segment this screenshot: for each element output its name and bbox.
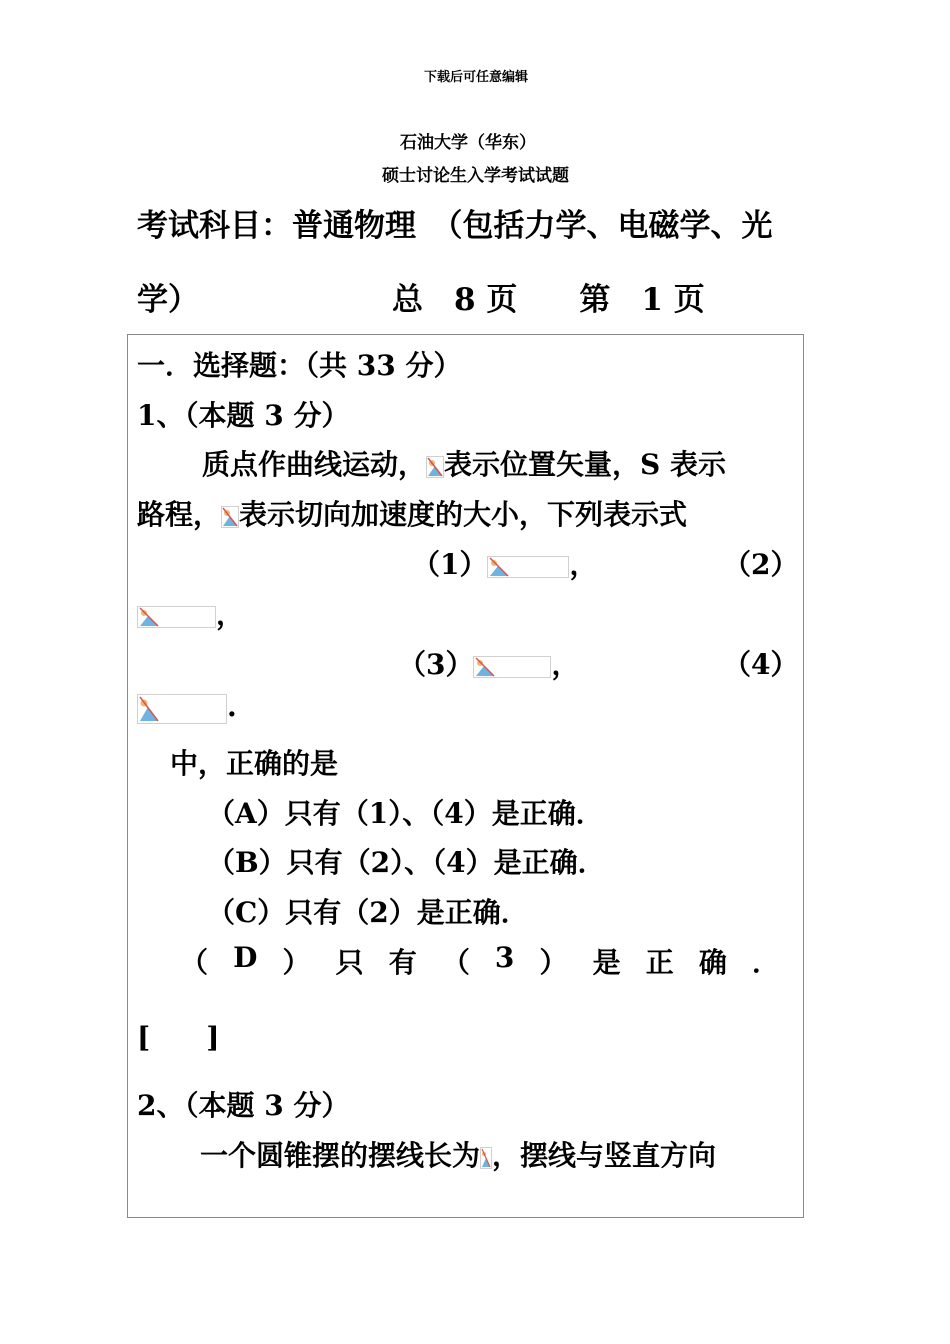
option-d-char: 正 bbox=[645, 946, 674, 979]
q1-stem-end: 中，正确的是 bbox=[170, 747, 339, 780]
header-note: 下载后可任意编辑 bbox=[424, 70, 529, 85]
option-d-char: 确 bbox=[698, 946, 727, 979]
answer-bracket: [ ] bbox=[137, 1021, 220, 1054]
broken-image-icon bbox=[137, 606, 216, 628]
broken-image-icon bbox=[221, 506, 239, 528]
q1-label: 1、（本题 3 分） bbox=[137, 399, 350, 432]
subject-line-1: 考试科目：普通物理 （包括力学、电磁学、光 bbox=[137, 208, 773, 244]
option-d-char: ． bbox=[751, 946, 780, 979]
option-b: （B）只有（2）、（4）是正确． bbox=[207, 846, 606, 879]
subject-line-2: 学） bbox=[137, 282, 199, 318]
q1-text-b: 表示位置矢量，S 表示 bbox=[444, 448, 726, 481]
comma: ， bbox=[551, 648, 580, 681]
formula-1 bbox=[412, 543, 598, 583]
option-d-char: （ bbox=[441, 946, 470, 979]
q2-label: 2、（本题 3 分） bbox=[137, 1089, 350, 1122]
option-c: （C）只有（2）是正确． bbox=[207, 896, 529, 929]
option-a: （A）只有（1）、（4）是正确． bbox=[207, 797, 604, 830]
comma: ， bbox=[216, 598, 245, 631]
formula-3 bbox=[398, 643, 580, 683]
q1-stem-line-1 bbox=[202, 443, 726, 483]
q1-stem-line-2 bbox=[137, 493, 687, 533]
formula-2-label: （2） bbox=[723, 548, 799, 581]
q1-text-c: 路程， bbox=[137, 498, 222, 531]
broken-image-icon bbox=[480, 1147, 492, 1169]
broken-image-icon bbox=[473, 656, 551, 678]
option-d bbox=[180, 941, 780, 981]
comma: ， bbox=[569, 548, 598, 581]
option-d-char: 3 bbox=[494, 941, 515, 974]
broken-image-icon bbox=[426, 456, 444, 478]
period: . bbox=[227, 690, 237, 723]
broken-image-icon bbox=[137, 694, 227, 724]
option-d-char: ） bbox=[282, 946, 311, 979]
option-d-char: 有 bbox=[388, 946, 417, 979]
q1-text-a: 质点作曲线运动， bbox=[202, 448, 427, 481]
page-info: 总 8 页 第 1 页 bbox=[392, 282, 705, 318]
q2-stem-line-1 bbox=[200, 1134, 716, 1174]
broken-image-icon bbox=[487, 556, 569, 578]
formula-4 bbox=[137, 690, 237, 724]
q1-text-d: 表示切向加速度的大小，下列表示式 bbox=[239, 498, 688, 531]
option-d-char: 是 bbox=[592, 946, 621, 979]
formula-4-label: （4） bbox=[723, 648, 799, 681]
option-d-char: （ bbox=[180, 946, 209, 979]
formula-3-label: （3） bbox=[398, 648, 474, 681]
formula-2 bbox=[137, 593, 244, 633]
option-d-char: ） bbox=[539, 946, 568, 979]
option-d-char: D bbox=[233, 941, 258, 974]
university-name: 石油大学（华东） bbox=[400, 133, 536, 153]
section-heading: 一．选择题：（共 33 分） bbox=[137, 349, 462, 382]
q2-text-a: 一个圆锥摆的摆线长为 bbox=[200, 1139, 481, 1172]
option-d-char: 只 bbox=[335, 946, 364, 979]
exam-title: 硕士讨论生入学考试试题 bbox=[382, 166, 569, 186]
formula-1-label: （1） bbox=[412, 548, 488, 581]
q2-text-b: ，摆线与竖直方向 bbox=[492, 1139, 717, 1172]
